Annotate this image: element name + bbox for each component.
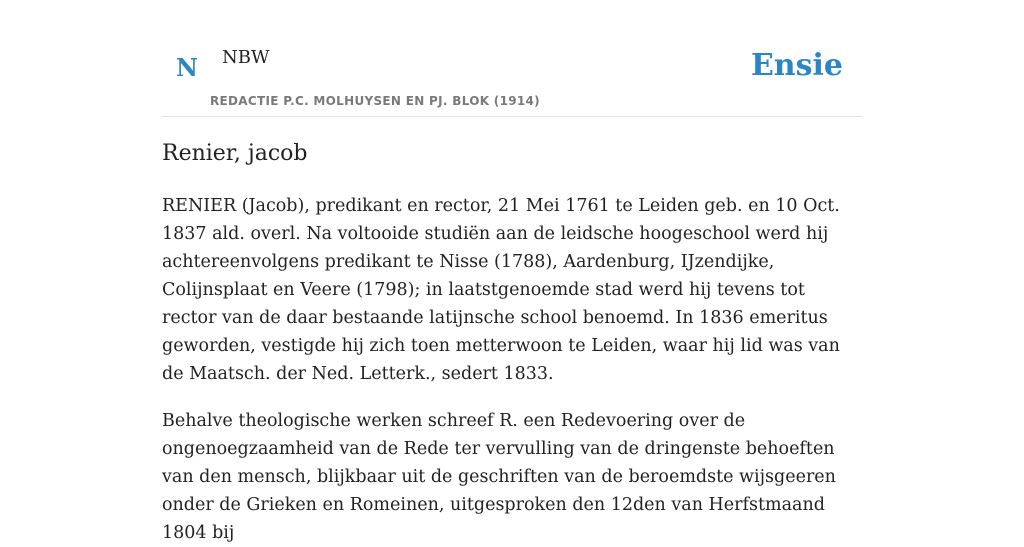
source-logo-icon[interactable]: N xyxy=(176,53,198,82)
article xyxy=(162,138,862,547)
brand-logo-link[interactable]: Ensie xyxy=(750,48,843,83)
article-paragraph: Behalve theologische werken schreef R. een Redevoering over de ongenoegzaamheid van de Rede ter vervulling van de dringenste behoeften van den mensch, blijkbaar uit de geschriften van de beroemdste wijsgeeren onder de Grieken en Romeinen, uitgesproken den 12den van Herfstmaand 1804 bij xyxy=(162,411,836,543)
article-paragraph: RENIER (Jacob), predikant en rector, 21 Mei 1761 te Leiden geb. en 10 Oct. 1837 ald. overl. Na voltooide studiën aan de leidsche hoogeschool werd hij achtereenvolgens predikant te Nisse (1788), Aardenburg, IJzendijke, Colijnsplaat en Veere (1798); in laatstgenoemde stad werd hij tevens tot rector van de daar bestaande latijnsche school benoemd. In 1836 emeritus geworden, vestigde hij zich toen metterwoon te Leiden, waar hij lid was van de Maatsch. der Ned. Letterk., sedert 1833. xyxy=(162,196,840,384)
article-title: Renier, jacob xyxy=(162,141,308,166)
source-editors: REDACTIE P.C. MOLHUYSEN EN PJ. BLOK (1914) xyxy=(210,94,540,108)
header xyxy=(162,0,862,117)
source-name[interactable]: NBW xyxy=(222,47,270,68)
